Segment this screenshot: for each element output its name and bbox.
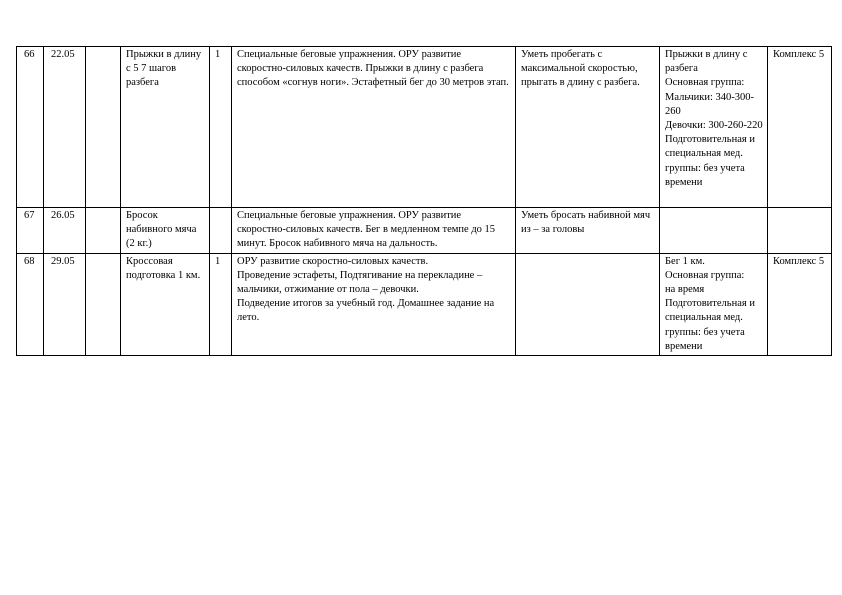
- actual-date-cell: [86, 253, 121, 355]
- lesson-topic-cell: Бросок набивного мяча (2 кг.): [121, 208, 210, 254]
- lesson-number-cell: 67: [17, 208, 44, 254]
- lesson-topic-cell: Прыжки в длину с 5 7 шагов разбега: [121, 47, 210, 208]
- planned-date-cell: 26.05: [44, 208, 86, 254]
- actual-date-cell: [86, 208, 121, 254]
- table-row: [17, 253, 832, 355]
- hours-cell: 1: [210, 253, 232, 355]
- homework-cell: Комплекс 5: [768, 47, 832, 208]
- actual-date-cell: [86, 47, 121, 208]
- lesson-content-cell: Специальные беговые упражнения. ОРУ развитие скоростно-силовых качеств. Бег в медленном темпе до 15 минут. Бросок набивного мяча на дальность.: [232, 208, 516, 254]
- table-row: [17, 208, 832, 254]
- table-row: [17, 47, 832, 208]
- control-cell: Прыжки в длину с разбега Основная группа: Мальчики: 340-300-260 Девочки: 300-260-220 Подготовительная и специальная мед. группы: без учета времени: [660, 47, 768, 208]
- lesson-content-cell: ОРУ развитие скоростно-силовых качеств. Проведение эстафеты, Подтягивание на перекладине –мальчики, отжимание от пола – девочки. Подведение итогов за учебный год. Домашнее задание на лето.: [232, 253, 516, 355]
- lesson-number-cell: 66: [17, 47, 44, 208]
- homework-cell: [768, 208, 832, 254]
- requirements-cell: Уметь бросать набивной мяч из – за головы: [516, 208, 660, 254]
- requirements-cell: Уметь пробегать с максимальной скоростью, прыгать в длину с разбега.: [516, 47, 660, 208]
- lesson-plan-table: [16, 46, 832, 356]
- hours-cell: 1: [210, 47, 232, 208]
- homework-cell: Комплекс 5: [768, 253, 832, 355]
- planned-date-cell: 22.05: [44, 47, 86, 208]
- lesson-topic-cell: Кроссовая подготовка 1 км.: [121, 253, 210, 355]
- hours-cell: [210, 208, 232, 254]
- lesson-number-cell: 68: [17, 253, 44, 355]
- planned-date-cell: 29.05: [44, 253, 86, 355]
- lesson-content-cell: Специальные беговые упражнения. ОРУ развитие скоростно-силовых качеств. Прыжки в длину с разбега способом «согнув ноги». Эстафетный бег до 30 метров этап.: [232, 47, 516, 208]
- control-cell: [660, 208, 768, 254]
- control-cell: Бег 1 км. Основная группа: на время Подготовительная и специальная мед. группы: без учета времени: [660, 253, 768, 355]
- requirements-cell: [516, 253, 660, 355]
